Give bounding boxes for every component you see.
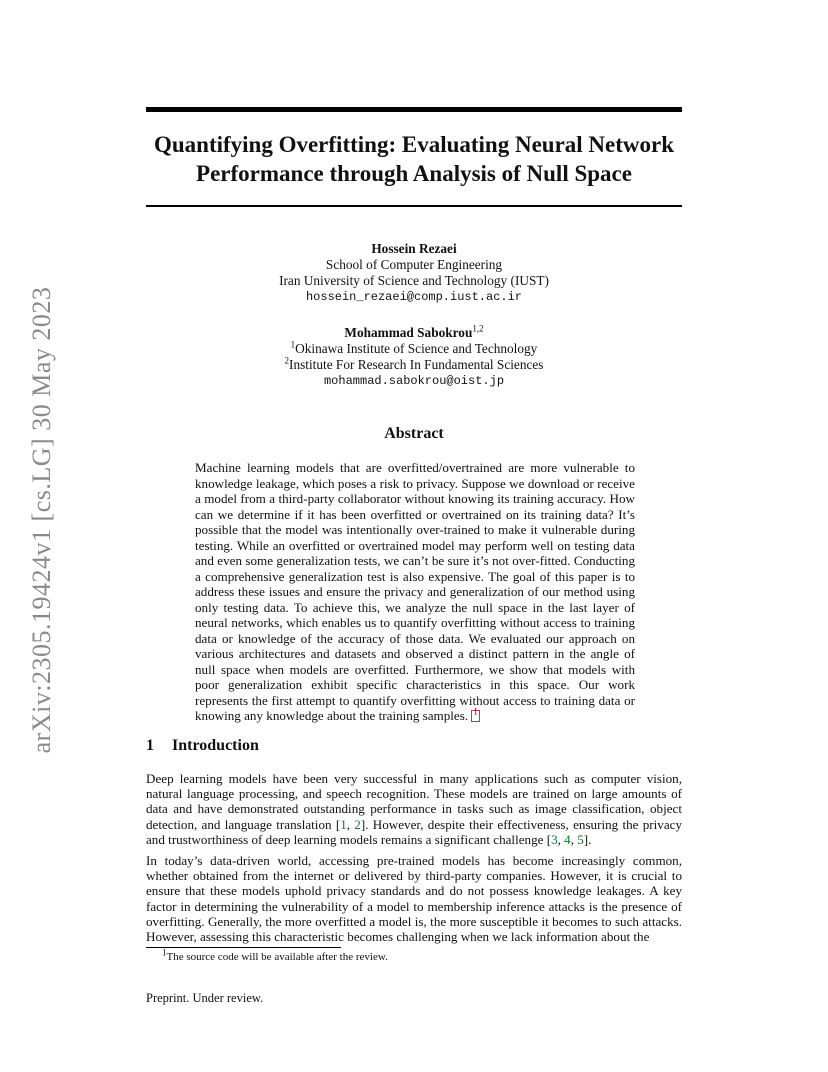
citation-link[interactable]: 3 — [551, 831, 558, 847]
author-email[interactable]: hossein_rezaei@comp.iust.ac.ir — [305, 290, 523, 304]
author-email[interactable]: mohammad.sabokrou@oist.jp — [323, 374, 505, 388]
footnote-rule — [146, 947, 341, 948]
author-name: Mohammad Sabokrou — [344, 325, 473, 340]
footnote-mark: 1 — [473, 706, 478, 717]
author-affiliation: School of Computer Engineering — [325, 257, 503, 272]
author-2 — [146, 325, 682, 389]
citation-separator: , — [346, 816, 355, 832]
paragraph-text: Deep learning models have been very successful in many applications such as computer vision, natural language processing, and speech recognition. These models are trained on large amounts of data and have demonstrated outstanding performance in tasks such as image classification, object detection, and language translation [ — [146, 771, 682, 832]
title-bottom-rule — [146, 205, 682, 207]
citation-link[interactable]: 1 — [340, 816, 347, 832]
citation-separator: , — [570, 831, 578, 847]
affiliation-sup: 1 — [290, 339, 296, 350]
arxiv-stamp: arXiv:2305.19424v1 [cs.LG] 30 May 2023 — [27, 286, 56, 754]
author-sup: 1,2 — [472, 323, 484, 334]
intro-paragraph-1 — [146, 771, 682, 847]
section-heading — [146, 737, 259, 755]
abstract-body — [195, 460, 635, 724]
footnote — [162, 947, 388, 963]
page-footer: Preprint. Under review. — [146, 991, 264, 1005]
affiliation-sup: 2 — [284, 355, 290, 366]
paper-title — [146, 130, 682, 188]
author-affiliation: Okinawa Institute of Science and Technology — [295, 341, 538, 356]
footnote-link[interactable] — [471, 706, 480, 722]
paragraph-text: ]. However, despite their effectiveness, ensuring the privacy and trustworthiness of deep learning models remains a significant challenge [ — [146, 816, 682, 847]
abstract-heading: Abstract — [384, 425, 444, 442]
section-title: Introduction — [172, 737, 259, 754]
citation-link[interactable]: 2 — [354, 816, 361, 832]
section-number: 1 — [146, 737, 154, 754]
title-line-1: Quantifying Overfitting: Evaluating Neural Network — [153, 132, 675, 157]
citation-separator: , — [557, 831, 565, 847]
title-line-2: Performance through Analysis of Null Space — [196, 161, 632, 186]
abstract-text: Machine learning models that are overfitted/overtrained are more vulnerable to knowledge leakage, which poses a risk to privacy. Suppose we download or receive a model from a third-party collaborator without knowing its training accuracy. How can we determine if it has been overfitted or overtrained on its training data? It’s possible that the model was intentionally over-trained to make it vulnerable during testing. While an overfitted or overtrained model may perform well on testing data and even some generalization tests, we can’t be sure it’s not over-fitted. Conducting a comprehensive generalization test is also expensive. The goal of this paper is to address these issues and ensure the privacy and generalization of our method using only testing data. To achieve this, we analyze the null space in the last layer of neural networks, which enables us to quantify overfitting without access to training data or knowledge of the accuracy of those data. We evaluated our approach on various architectures and datasets and observed a distinct pattern in the angle of null space when models are overfitted. Furthermore, we show that models with poor generalization exhibit specific characteristics in this space. Our work represents the first attempt to quantify overfitting without access to training data or knowing any knowledge about the training samples. — [195, 460, 635, 723]
footnote-number: 1 — [162, 947, 167, 958]
title-top-rule — [146, 107, 682, 112]
author-affiliation: Institute For Research In Fundamental Sciences — [289, 357, 544, 372]
author-name: Hossein Rezaei — [371, 241, 457, 256]
paragraph-text: ]. — [583, 831, 592, 847]
author-affiliation: Iran University of Science and Technology (IUST) — [279, 273, 549, 288]
author-1 — [146, 241, 682, 305]
footnote-text: The source code will be available after the review. — [166, 951, 388, 963]
author-list — [146, 241, 682, 409]
intro-paragraph-2: In today’s data-driven world, accessing pre-trained models has become increasingly common, whether obtained from the internet or delivered by third-party companies. However, it is crucial to ensure that these models uphold privacy standards and do not possess knowledge leakages. A key factor in determining the vulnerability of a model to membership inference attacks is the presence of overfitting. Generally, the more overfitted a model is, the more susceptible it becomes to such attacks. However, assessing this characteristic becomes challenging when we lack information about the — [146, 853, 682, 945]
citation-link[interactable]: 4 — [564, 831, 571, 847]
citation-link[interactable]: 5 — [577, 831, 584, 847]
